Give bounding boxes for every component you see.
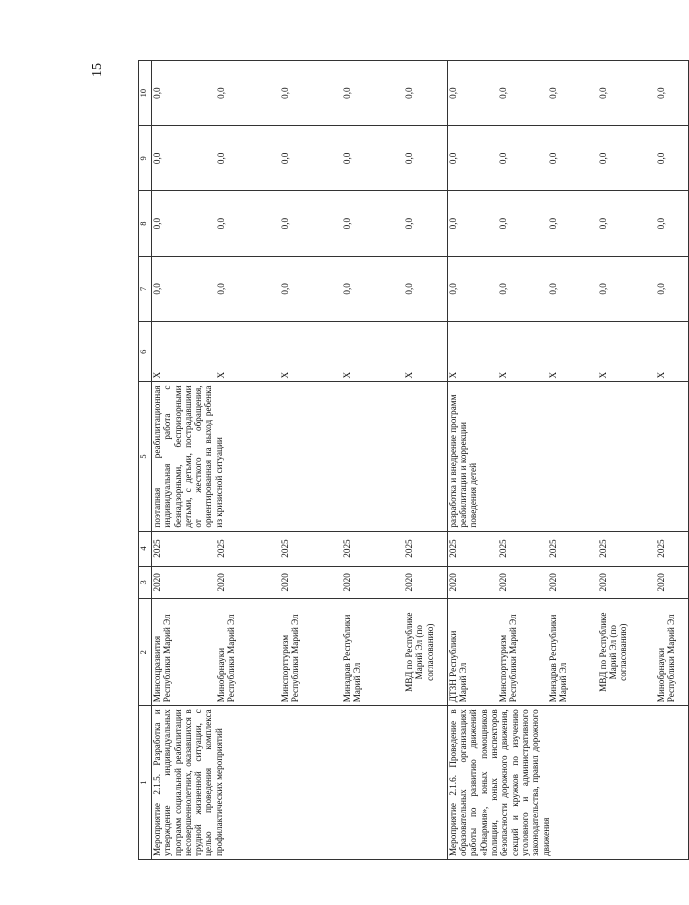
table-row: [447, 61, 689, 860]
value: 0,0: [216, 217, 226, 230]
end-year: 2025: [655, 539, 666, 558]
marker-x: Х: [216, 371, 226, 379]
value: 0,0: [152, 217, 162, 230]
value-cell-9: [447, 126, 689, 191]
value-cell-7: [447, 256, 689, 321]
value: 0,0: [597, 152, 608, 165]
description-text: поэтапная реабилитационная индивидуальная работа с безнадзорными, беспризорными детьми, с детьми, пострадавшими от жесткого обращения, ориентированная на выход ребенка из кризисной ситуации: [152, 385, 224, 528]
value: 0,0: [280, 152, 290, 165]
value: 0,0: [447, 283, 458, 295]
executor: Минздрав Республики Марий Эл: [547, 614, 569, 703]
start-year: 2020: [404, 573, 414, 592]
marker-x: Х: [342, 371, 352, 379]
measure-text: Мероприятие 2.1.5. Разработка и утверждение индивидуальных программ социальной реабилитации несовершеннолетних, оказавшихся в трудной жизненной ситуации, с целью проведения комплекса профилактических мероприятий: [152, 709, 224, 856]
executor: Минспорттуризм Республики Марий Эл: [280, 614, 301, 703]
col-header-7: 7: [139, 256, 152, 321]
col-header-5: 5: [139, 382, 152, 531]
col-header-2: 2: [139, 599, 152, 706]
value: 0,0: [655, 283, 666, 295]
executor: Минздрав Республики Марий Эл: [342, 614, 363, 703]
table-row: [152, 61, 448, 860]
marker-x: Х: [597, 371, 608, 379]
end-year-cell: [447, 531, 689, 566]
executor-cell: [152, 599, 448, 706]
measure-cell: [447, 706, 689, 860]
executor-cell: [447, 599, 689, 706]
value: 0,0: [152, 152, 162, 165]
page-number: 15: [90, 63, 105, 77]
value: 0,0: [597, 87, 608, 99]
marker-x: Х: [404, 371, 414, 379]
value: 0,0: [152, 87, 162, 99]
marker-x: Х: [280, 371, 290, 379]
marker-x: Х: [152, 371, 162, 379]
value: 0,0: [216, 87, 226, 99]
end-year: 2025: [447, 539, 458, 558]
start-year: 2020: [655, 573, 666, 592]
value: 0,0: [280, 87, 290, 99]
end-year: 2025: [152, 539, 162, 558]
value: 0,0: [655, 152, 666, 165]
value: 0,0: [342, 217, 352, 230]
end-year: 2025: [280, 539, 290, 558]
executor: МВД по Республике Марий Эл (по согласованию): [404, 612, 435, 692]
value: 0,0: [655, 217, 666, 230]
marker-x: Х: [547, 371, 558, 379]
value: 0,0: [547, 217, 558, 230]
value: 0,0: [404, 87, 414, 99]
end-year: 2025: [597, 539, 608, 558]
marker-x: Х: [447, 371, 458, 379]
col-header-1: 1: [139, 706, 152, 860]
value-cell-9: [152, 126, 448, 191]
marker-cell: [447, 321, 689, 382]
program-table: [138, 60, 689, 860]
description-cell: [152, 382, 448, 531]
measure-cell: [152, 706, 448, 860]
value: 0,0: [547, 152, 558, 165]
col-header-9: 9: [139, 126, 152, 191]
col-header-10: 10: [139, 61, 152, 126]
value: 0,0: [216, 152, 226, 165]
value: 0,0: [547, 87, 558, 99]
start-year: 2020: [280, 573, 290, 592]
start-year: 2020: [547, 573, 558, 592]
description-cell: [447, 382, 689, 531]
measure-text: Мероприятие 2.1.6. Проведение в образовательных организациях работы по развитию движений «Юнармия», юных помощников полиции, юных инспекторов безопасности дорожного движения, секций и кружков по изучению уголовного и административного законодательства, правил дорожного движения: [447, 709, 551, 856]
start-year-cell: [447, 566, 689, 599]
value: 0,0: [497, 217, 508, 230]
marker-cell: [152, 321, 448, 382]
col-header-6: 6: [139, 321, 152, 382]
start-year: 2020: [597, 573, 608, 592]
end-year: 2025: [497, 539, 508, 558]
start-year: 2020: [342, 573, 352, 592]
start-year: 2020: [152, 573, 162, 592]
value: 0,0: [342, 87, 352, 99]
executor: Минспорттуризм Республики Марий Эл: [497, 614, 519, 703]
executor: Минобрнауки Республики Марий Эл: [655, 614, 677, 703]
end-year: 2025: [216, 539, 226, 558]
value-cell-10: [447, 61, 689, 126]
start-year: 2020: [216, 573, 226, 592]
value-cell-8: [152, 191, 448, 256]
marker-x: Х: [497, 371, 508, 379]
value: 0,0: [497, 152, 508, 165]
value: 0,0: [280, 217, 290, 230]
value: 0,0: [216, 283, 226, 295]
end-year: 2025: [404, 539, 414, 558]
rotated-table-sheet: [138, 60, 677, 860]
col-header-8: 8: [139, 191, 152, 256]
value: 0,0: [342, 283, 352, 295]
value: 0,0: [280, 283, 290, 295]
value: 0,0: [497, 283, 508, 295]
value: 0,0: [404, 152, 414, 165]
header-row: [139, 61, 152, 860]
value: 0,0: [547, 283, 558, 295]
value: 0,0: [597, 217, 608, 230]
value: 0,0: [655, 87, 666, 99]
executor: ДТЗН Республики Марий Эл: [447, 630, 469, 703]
end-year: 2025: [547, 539, 558, 558]
start-year-cell: [152, 566, 448, 599]
value: 0,0: [447, 217, 458, 230]
value: 0,0: [447, 87, 458, 99]
value: 0,0: [447, 152, 458, 165]
value: 0,0: [404, 217, 414, 230]
value: 0,0: [152, 283, 162, 295]
col-header-4: 4: [139, 531, 152, 566]
end-year-cell: [152, 531, 448, 566]
value-cell-7: [152, 256, 448, 321]
executor: МВД по Республике Марий Эл (по согласованию): [597, 612, 629, 692]
value-cell-10: [152, 61, 448, 126]
executor: Минобрнауки Республики Марий Эл: [216, 614, 237, 703]
value: 0,0: [497, 87, 508, 99]
value-cell-8: [447, 191, 689, 256]
start-year: 2020: [447, 573, 458, 592]
end-year: 2025: [342, 539, 352, 558]
executor: Минсоцразвития Республики Марий Эл: [152, 614, 173, 703]
start-year: 2020: [497, 573, 508, 592]
marker-x: Х: [655, 371, 666, 379]
value: 0,0: [342, 152, 352, 165]
value: 0,0: [597, 283, 608, 295]
col-header-3: 3: [139, 566, 152, 599]
description-text: разработка и внедрение программ реабилитации и коррекции поведения детей: [447, 394, 479, 528]
value: 0,0: [404, 283, 414, 295]
